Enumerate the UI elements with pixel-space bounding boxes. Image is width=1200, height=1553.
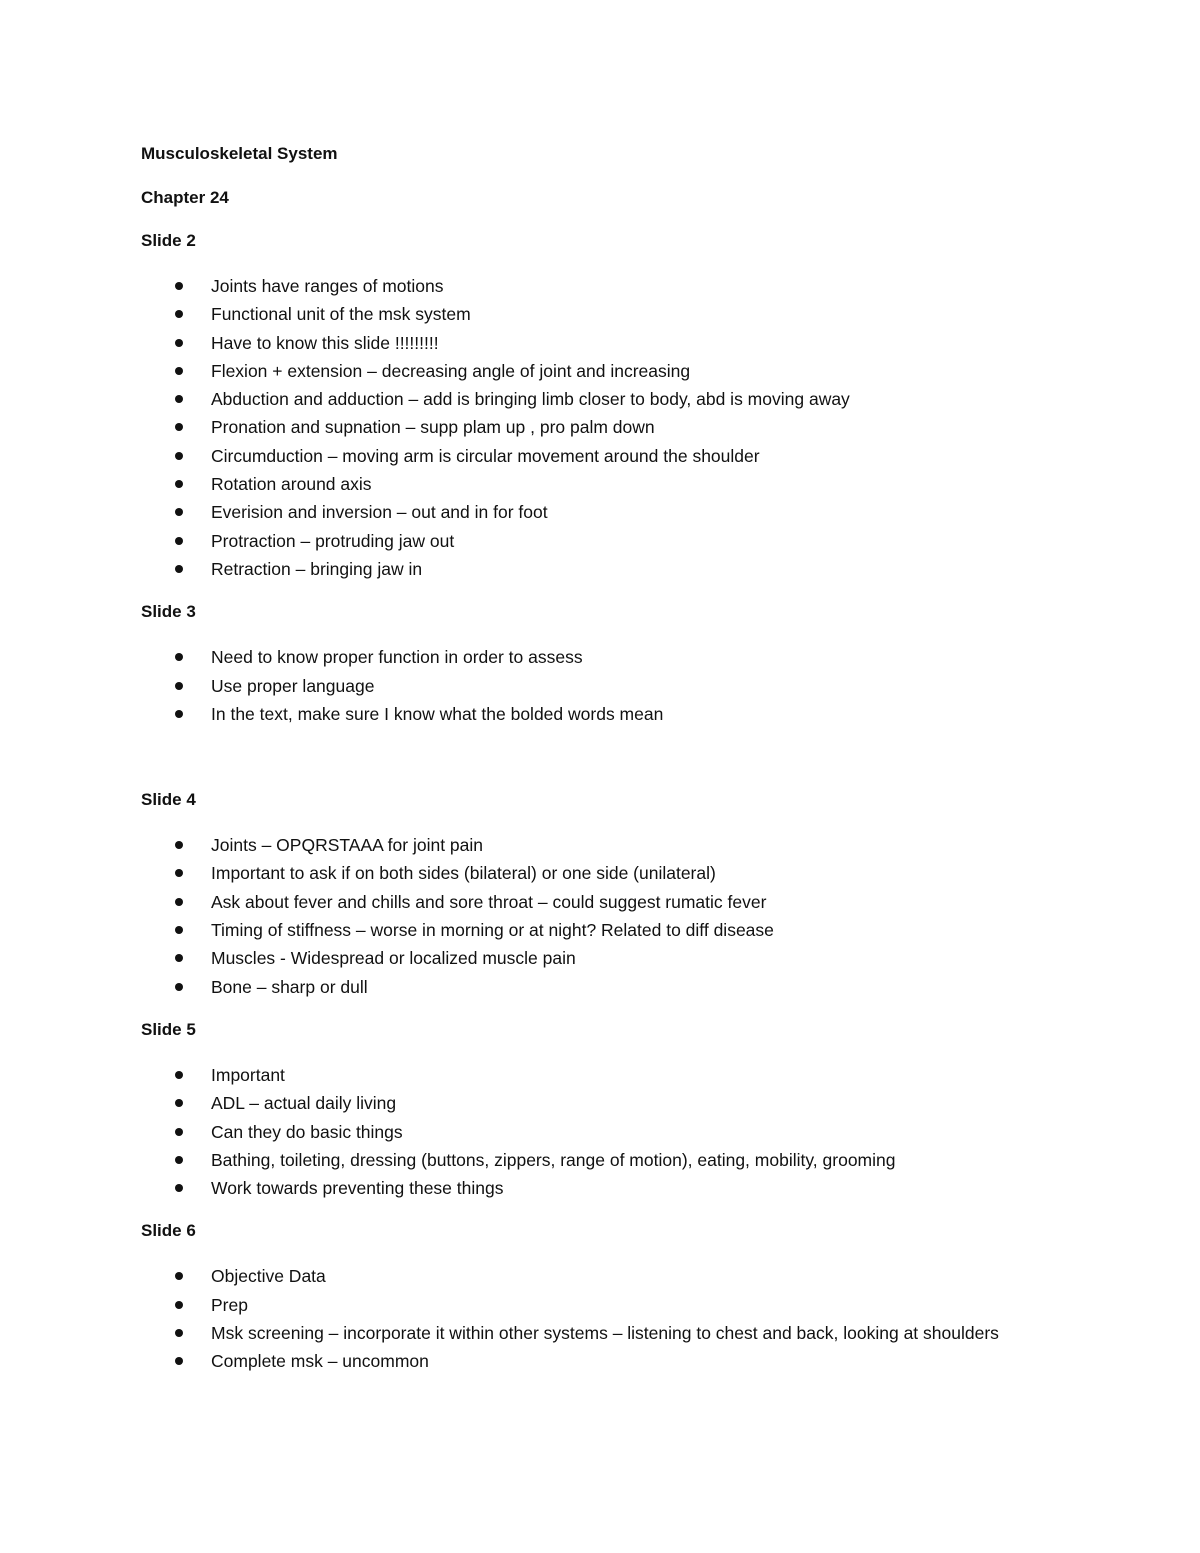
- list-item-text: Everision and inversion – out and in for foot: [211, 502, 548, 523]
- list-item: [141, 1319, 1031, 1347]
- list-item-text: Important to ask if on both sides (bilateral) or one side (unilateral): [211, 863, 716, 884]
- list-item: [141, 1291, 1041, 1319]
- section-slide-4: [141, 786, 1041, 1001]
- list-item-text: Protraction – protruding jaw out: [211, 530, 455, 551]
- list-item: [141, 888, 1041, 916]
- list-item-text: Need to know proper function in order to assess: [211, 647, 583, 668]
- list-item: [141, 831, 1041, 859]
- bullet-icon: [175, 282, 183, 290]
- list-item: [141, 672, 1041, 700]
- bullet-icon: [175, 395, 183, 403]
- bullet-icon: [175, 1357, 183, 1365]
- bullet-icon: [175, 983, 183, 991]
- list-item: [141, 470, 1041, 498]
- bullet-icon: [175, 1301, 183, 1309]
- list-item: [141, 859, 1041, 887]
- bullet-icon: [175, 1329, 183, 1337]
- list-item: [141, 1347, 1041, 1375]
- bullet-icon: [175, 310, 183, 318]
- list-item: [141, 413, 1041, 441]
- list-item-text: Joints have ranges of motions: [211, 276, 444, 296]
- list-item: [141, 442, 1041, 470]
- bullet-list: [141, 1262, 1041, 1375]
- list-item: [141, 973, 1041, 1001]
- list-item: [141, 1174, 1041, 1202]
- bullet-icon: [175, 653, 183, 661]
- section-heading: Slide 5: [141, 1019, 196, 1039]
- list-item: [141, 643, 1041, 671]
- bullet-icon: [175, 926, 183, 934]
- bullet-list: [141, 272, 1041, 583]
- list-item-text: Msk screening – incorporate it within other systems – listening to chest and back, looking at shoulders: [211, 1323, 999, 1344]
- bullet-icon: [175, 537, 183, 545]
- list-item: [141, 1146, 1041, 1174]
- list-item-text: Have to know this slide !!!!!!!!!: [211, 332, 439, 353]
- section-heading: Slide 6: [141, 1221, 196, 1241]
- bullet-icon: [175, 682, 183, 690]
- list-item-text: Functional unit of the msk system: [211, 304, 471, 325]
- list-item-text: Abduction and adduction – add is bringing limb closer to body, abd is moving away: [211, 389, 850, 410]
- bullet-icon: [175, 841, 183, 849]
- list-item-text: Objective Data: [211, 1266, 326, 1287]
- list-item-text: Retraction – bringing jaw in: [211, 558, 423, 579]
- bullet-icon: [175, 367, 183, 375]
- bullet-icon: [175, 452, 183, 460]
- section-heading: Slide 2: [141, 231, 196, 250]
- bullet-icon: [175, 1071, 183, 1079]
- list-item: [141, 916, 1041, 944]
- list-item: [141, 300, 1041, 328]
- list-item-text: Ask about fever and chills and sore throat – could suggest rumatic fever: [211, 891, 767, 912]
- bullet-icon: [175, 1184, 183, 1192]
- bullet-icon: [175, 710, 183, 718]
- list-item-text: Timing of stiffness – worse in morning or at night? Related to diff disease: [211, 920, 774, 941]
- list-item-text: Pronation and supnation – supp plam up , pro palm down: [211, 417, 655, 438]
- list-item-text: Bone – sharp or dull: [211, 976, 368, 997]
- list-item-text: Complete msk – uncommon: [211, 1351, 429, 1372]
- bullet-list: [141, 1061, 1041, 1202]
- list-item: [141, 385, 1041, 413]
- list-item-text: Bathing, toileting, dressing (buttons, zippers, range of motion), eating, mobility, grooming: [211, 1149, 896, 1170]
- list-item-text: Important: [211, 1064, 285, 1085]
- bullet-icon: [175, 480, 183, 488]
- list-item-text: Muscles - Widespread or localized muscle pain: [211, 948, 576, 969]
- document-content: [141, 140, 1041, 1391]
- bullet-icon: [175, 898, 183, 906]
- list-item: [141, 527, 1041, 555]
- list-item-text: Rotation around axis: [211, 474, 372, 495]
- section-heading: Slide 4: [141, 790, 196, 810]
- list-item-text: ADL – actual daily living: [211, 1093, 397, 1114]
- list-item: [141, 700, 1041, 728]
- list-item: [141, 555, 1041, 583]
- bullet-icon: [175, 869, 183, 877]
- bullet-icon: [175, 339, 183, 347]
- list-item-text: Work towards preventing these things: [211, 1178, 504, 1199]
- bullet-icon: [175, 508, 183, 516]
- bullet-icon: [175, 1099, 183, 1107]
- list-item: [141, 1118, 1041, 1146]
- list-item: [141, 498, 1041, 526]
- section-slide-3: [141, 598, 1041, 728]
- list-item: [141, 944, 1041, 972]
- list-item-text: Prep: [211, 1294, 248, 1315]
- bullet-icon: [175, 1272, 183, 1280]
- list-item-text: Joints – OPQRSTAAA for joint pain: [211, 835, 484, 856]
- list-item-text: Flexion + extension – decreasing angle of joint and increasing: [211, 360, 691, 381]
- bullet-icon: [175, 565, 183, 573]
- list-item: [141, 1089, 1041, 1117]
- list-item: [141, 272, 1041, 300]
- bullet-list: [141, 643, 1041, 728]
- list-item-text: In the text, make sure I know what the bolded words mean: [211, 703, 664, 724]
- list-item: [141, 1061, 1041, 1089]
- list-item: [141, 357, 1041, 385]
- list-item: [141, 1262, 1041, 1290]
- section-slide-5: [141, 1016, 1041, 1202]
- list-item-text: Can they do basic things: [211, 1121, 403, 1142]
- list-item-text: Use proper language: [211, 675, 375, 696]
- section-slide-2: [141, 227, 1041, 583]
- bullet-list: [141, 831, 1041, 1001]
- list-item-text: Circumduction – moving arm is circular movement around the shoulder: [211, 445, 760, 466]
- document-title: Musculoskeletal System: [141, 144, 338, 163]
- bullet-icon: [175, 423, 183, 431]
- bullet-icon: [175, 1156, 183, 1164]
- list-item: [141, 329, 1041, 357]
- section-slide-6: [141, 1217, 1041, 1375]
- bullet-icon: [175, 954, 183, 962]
- chapter-heading: Chapter 24: [141, 188, 229, 207]
- section-heading: Slide 3: [141, 602, 196, 622]
- bullet-icon: [175, 1128, 183, 1136]
